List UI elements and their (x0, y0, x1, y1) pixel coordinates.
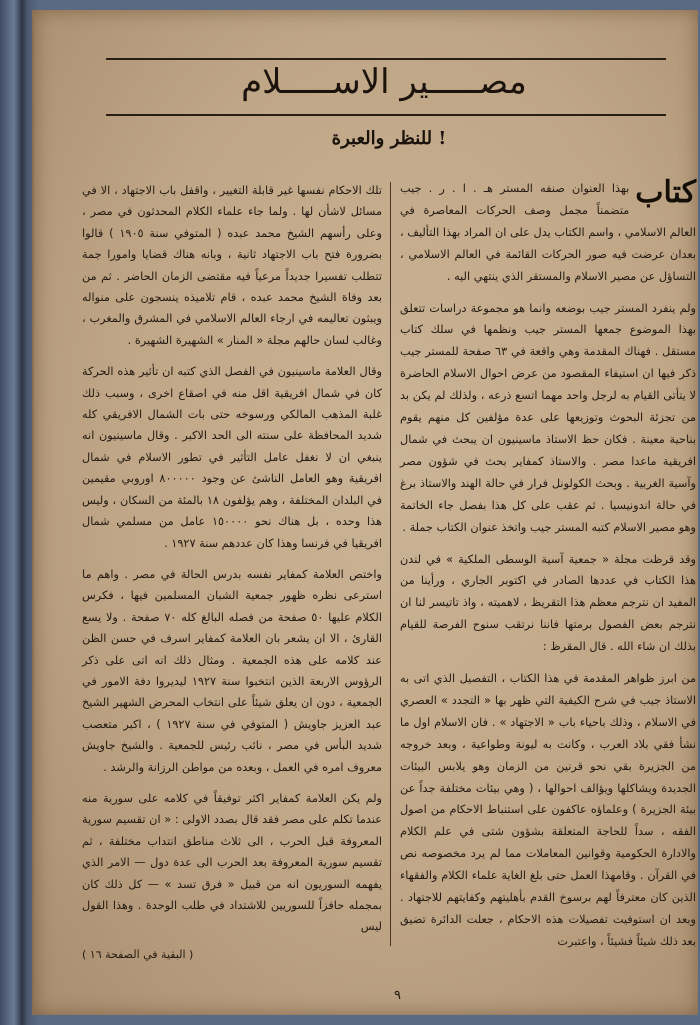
paragraph-text: بهذا العنوان صنفه المستر هـ . ا . ر . جيب متضمناً مجمل وصف الحركات المعاصرة في العالم الاسلامي ، واسم الكتاب يدل على ان المراد بهذا التأليف ، بعدان عرضت فيه صور الحركات القائمة في العالم الاسلامي ، التساؤل عن مصير الاسلام والمستقر الذي ينتهي اليه . (400, 182, 696, 283)
paragraph: ولم ينفرد المستر جيب بوضعه وانما هو مجموعة دراسات تتعلق بهذا الموضوع جمعها المستر جيب ونظمها في سلك كتاب مستقل . فهناك المقدمة وهي واقعة في ٦٣ صفحة للمستر جيب ذكر فيها ان استيفاء المقصود من عرض احوال الاسلام الحاضرة لا يتأتى القيام به لرجل واحد مهما اتسع ذرعه ، ولذلك لم يكن بد من تجزئة البحوث وتوزيعها على عدة مؤلفين كل منهم يقوم بناحية معينة . فكان حظ الاستاذ ماسينيون ان يبحث في شمال افريقية ماعدا مصر . والاستاذ كمفاير بحث في شؤون مصر وآسية الغربية . وبحث الكولونل فرار في حالة الهند والاستاذ برغ في حالة اندونيسيا . ثم عقب على كل هذا بفصل جاء الخاتمة وهو مصير الاسلام كتبه المستر جيب واتخذ عنوان الكتاب جملة . (400, 301, 696, 534)
paragraph: وقد قرظت مجلة « جمعية آسية الوسطى الملكية » في لندن هذا الكتاب في عددها الصادر في اكتوبر الجاري ، ورأينا من المفيد ان نترجم معظم هذا التقريظ ، لاهميته ، واذ تاتيسر لنا ان نترجم بعض الفصول برمتها فاننا نرتقب سنوح الفرصة للقيام بذلك ان شاء الله . قال المقرظ : (400, 552, 696, 654)
article-column-right (400, 175, 696, 963)
paragraph: تلك الاحكام نفسها غير قابلة التغيير ، واقفل باب الاجتهاد ، الا في مسائل لاشأن لها . ولما جاء علماء الكلام المحدثون في مصر ، وعلى رأسهم الشيخ محمد عبده ( المتوفي سنة ١٩٠٥ ) قالوا بضرورة فتح باب الاجتهاد ثانية ، وبانه هناك قضايا وامورا جمة تتطلب تفسيرا جديداً مرعياً فيه مقتضى الزمان الحاضر . ثم من بعد وفاة الشيخ محمد عبده ، قام تلاميذه ينسجون على منواله ويبثون تعاليمه في ارجاء العالم الاسلامي في المشرق والمغرب ، وغالب لسان حالهم مجلة « المنار » الشهيرة الشهيرة . (82, 184, 382, 347)
column-divider (390, 182, 391, 946)
article-column-left (82, 180, 382, 964)
header-rule-top (106, 58, 666, 60)
paragraph: من ابرز ظواهر المقدمة في هذا الكتاب ، التفصيل الذي اتى به الاستاذ جيب في شرح الكيفية التي ظهر بها « التجدد » العصري في الاسلام ، وذلك باحياء باب « الاجتهاد » . فان الاسلام اول ما نشأ فقي بلاد العرب ، وكانت به ليونة وطواعية ، وبعد خروجه من الجزيرة بقي نحو قرنين من الزمان وهو يلابس البيئات الجديدة ويشاكلها ويؤالف احوالها ، ( وهي بيئات مختلفة جداً عن بيئة الجزيرة ) وعلماؤه عاكفون على استنباط الاحكام من اصول الفقه ، سداً للحاجة المتعلقة بشؤون شتى في علم الكلام والادارة الحكومية وقوانين المعاملات مما لم يرد مخصوصه نص في القرآن . وقامهذا العمل حتى بلغ الغاية علماء الكلام والفقهاء الذين كان معترفاً لهم برسوخ القدم بأهليتهم وكفايتهم للاجتهاد . وبعد ان استوفيت تفصيلات هذه الاحكام ، جعلت الدائرة تضيق بعد ذلك شيئاً فشيئاً ، واعتبرت (400, 672, 696, 948)
page-header-title: مصـــــير الاســـــلام (241, 62, 527, 102)
paragraph: ولم يكن العلامة كمفاير اكثر توفيقاً في كلامه على سورية منه عندما تكلم على مصر فقد قال بصدد الاولى : « ان تقسيم سورية المعروفة قبل الحرب ، الى ثلاث مناطق انتداب مختلفة ، ثم تقسيم سورية المعروفة بعد الحرب الى عدة دول — الامر الذي يفهمه السوريون انه من قبيل « فرق تسد » — كل ذلك كان بمجمله حافزاً للسوريين للاشتداد في طلب الوحدة . وهذا القول ليس (82, 791, 382, 934)
page-number: ٩ (394, 988, 401, 1003)
magazine-page (32, 10, 698, 1015)
dropcap-word: كتاب (635, 175, 696, 210)
header-rule-bottom (106, 114, 666, 116)
paragraph: وقال العلامة ماسينيون في الفصل الذي كتبه ان تأثير هذه الحركة كان في شمال افريقية اقل منه في اصقاع اخرى ، وسبب ذلك غلبة المذهب المالكي ورسوخه حتى بات الشمال الافريقي كله شديد المحافظة على سنته الى الحد الاكبر . وقال ماسينيون انه ينبغي ان لا نغفل عامل التأثير في تطور الاسلام في شمال افريقية وهو العامل الناشئ عن وجود ٨٠٠٠٠٠ اوروبي مقيمين في البلدان المختلفة ، وهم يؤلفون ١٨ بالمئة من السكان ، وليس هذا وحده ، بل هناك نحو ١٥٠٠٠٠ عامل من مسلمي شمال افريقيا في فرنسا وهذا كان عددهم سنة ١٩٢٧ . (82, 365, 382, 550)
paragraph: واختص العلامة كمفاير نفسه بدرس الحالة في مصر . واهم ما استرعى نظره ظهور جمعية الشبان المسلمين فيها ، فكرس الكلام عليها ٥٠ صفحة من فصله البالغ كله ٧٠ صفحة . ولا يسع القارئ ، الا ان يشعر بان العلامة كمفاير اسرف في حسن الظن عند كلامه على هذه الجمعية . ومثال ذلك انه اتى على ذكر الرؤوس الاربعة الذين انتخبوا سنة ١٩٢٧ ليديروا دفة الامور في الجمعية ، دون ان يعلق شيئاً على انتخاب المحرض الشهير الشيخ عبد العزيز جاويش ( المتوفي في سنة ١٩٢٧ ) ، اكبر متعصب شديد البأس في مصر ، نائب رئيس للجمعية . والشيخ جاويش معروف امره في العمل ، وبعده من مواطن الرزانة والرشد . (82, 567, 382, 774)
paragraph (400, 175, 696, 288)
article-title: للنظر والعبرة ! (331, 128, 447, 149)
continued-note: ( البقية في الصفحة ١٦ ) (82, 947, 194, 961)
